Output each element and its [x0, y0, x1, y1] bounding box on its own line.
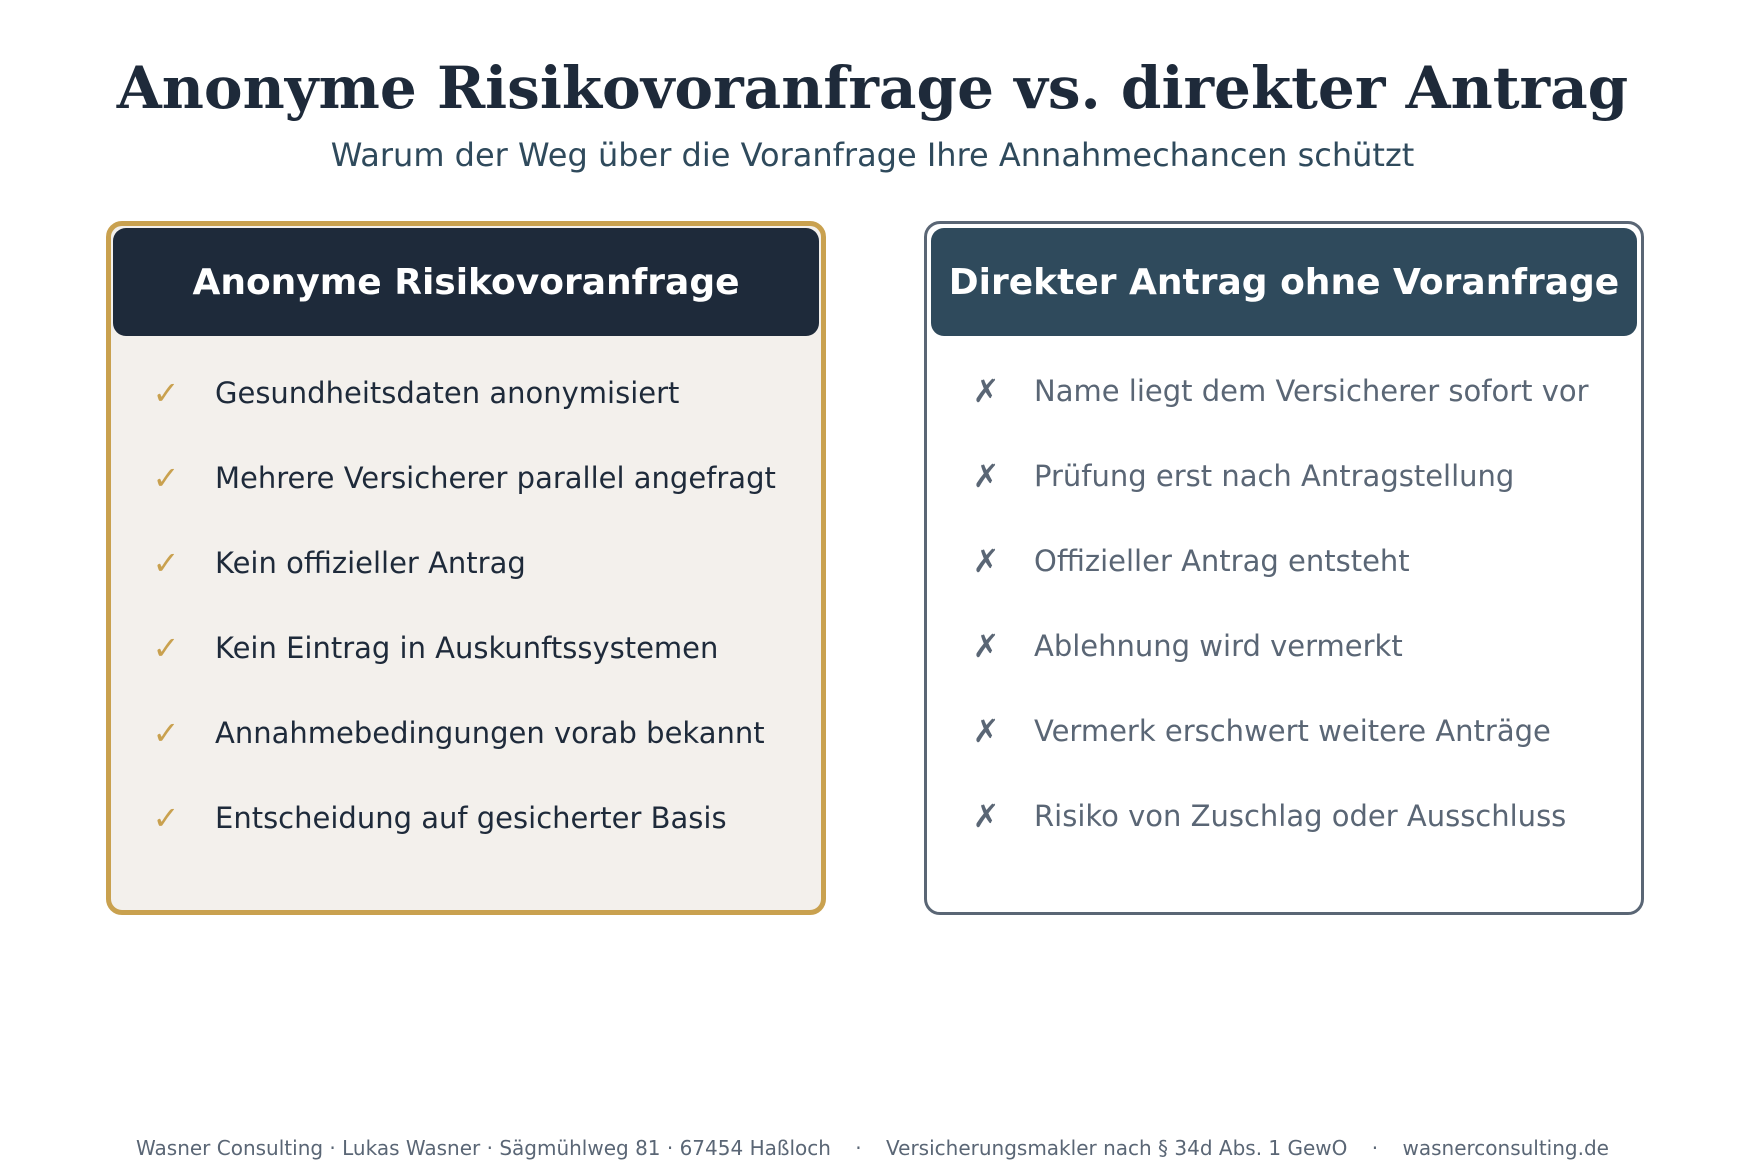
- list-item: [111, 543, 821, 628]
- direct-application-drawbacks-list: [927, 371, 1641, 881]
- cross-icon: ✗: [972, 542, 1000, 580]
- footer: [0, 1134, 1745, 1162]
- list-item: [927, 796, 1641, 881]
- list-item: [927, 541, 1641, 626]
- list-item: [111, 373, 821, 458]
- list-item: [927, 371, 1641, 456]
- anonymous-inquiry-card-header: Anonyme Risikovoranfrage: [113, 228, 819, 336]
- page-title: Anonyme Risikovoranfrage vs. direkter Antrag: [116, 54, 1629, 122]
- check-icon: ✓: [152, 459, 180, 497]
- footer-separator: ·: [855, 1136, 862, 1160]
- cross-icon: ✗: [972, 372, 1000, 410]
- anonymous-inquiry-card: [106, 221, 826, 915]
- anonymous-inquiry-benefits-list: [111, 373, 821, 883]
- footer-license: Versicherungsmakler nach § 34d Abs. 1 GewO: [886, 1136, 1348, 1160]
- list-item-text: Name liegt dem Versicherer sofort vor: [1034, 374, 1589, 408]
- direct-application-card-header: Direkter Antrag ohne Voranfrage: [931, 228, 1637, 336]
- direct-application-card: [924, 221, 1644, 915]
- list-item-text: Risiko von Zuschlag oder Ausschluss: [1034, 799, 1567, 833]
- check-icon: ✓: [152, 799, 180, 837]
- check-icon: ✓: [152, 374, 180, 412]
- list-item: [111, 713, 821, 798]
- check-icon: ✓: [152, 714, 180, 752]
- list-item-text: Prüfung erst nach Antragstellung: [1034, 459, 1515, 493]
- list-item: [927, 711, 1641, 796]
- list-item-text: Mehrere Versicherer parallel angefragt: [215, 461, 776, 495]
- list-item-text: Kein offizieller Antrag: [215, 546, 526, 580]
- list-item-text: Gesundheitsdaten anonymisiert: [215, 376, 680, 410]
- list-item: [927, 626, 1641, 711]
- footer-separator: ·: [1371, 1136, 1379, 1160]
- list-item-text: Annahmebedingungen vorab bekannt: [215, 716, 765, 750]
- cross-icon: ✗: [972, 627, 1000, 665]
- list-item-text: Ablehnung wird vermerkt: [1034, 629, 1403, 663]
- check-icon: ✓: [152, 629, 180, 667]
- footer-address: Wasner Consulting · Lukas Wasner · Sägmühlweg 81 · 67454 Haßloch: [136, 1136, 831, 1160]
- list-item-text: Entscheidung auf gesicherter Basis: [215, 801, 727, 835]
- footer-website-link[interactable]: wasnerconsulting.de: [1402, 1136, 1609, 1160]
- list-item: [111, 798, 821, 883]
- cross-icon: ✗: [972, 712, 1000, 750]
- check-icon: ✓: [152, 544, 180, 582]
- list-item-text: Vermerk erschwert weitere Anträge: [1034, 714, 1551, 748]
- list-item: [927, 456, 1641, 541]
- page-subtitle: Warum der Weg über die Voranfrage Ihre Annahmechancen schützt: [330, 136, 1415, 174]
- cross-icon: ✗: [972, 457, 1000, 495]
- list-item: [111, 458, 821, 543]
- list-item-text: Offizieller Antrag entsteht: [1034, 544, 1410, 578]
- list-item-text: Kein Eintrag in Auskunftssystemen: [215, 631, 719, 665]
- cross-icon: ✗: [972, 797, 1000, 835]
- list-item: [111, 628, 821, 713]
